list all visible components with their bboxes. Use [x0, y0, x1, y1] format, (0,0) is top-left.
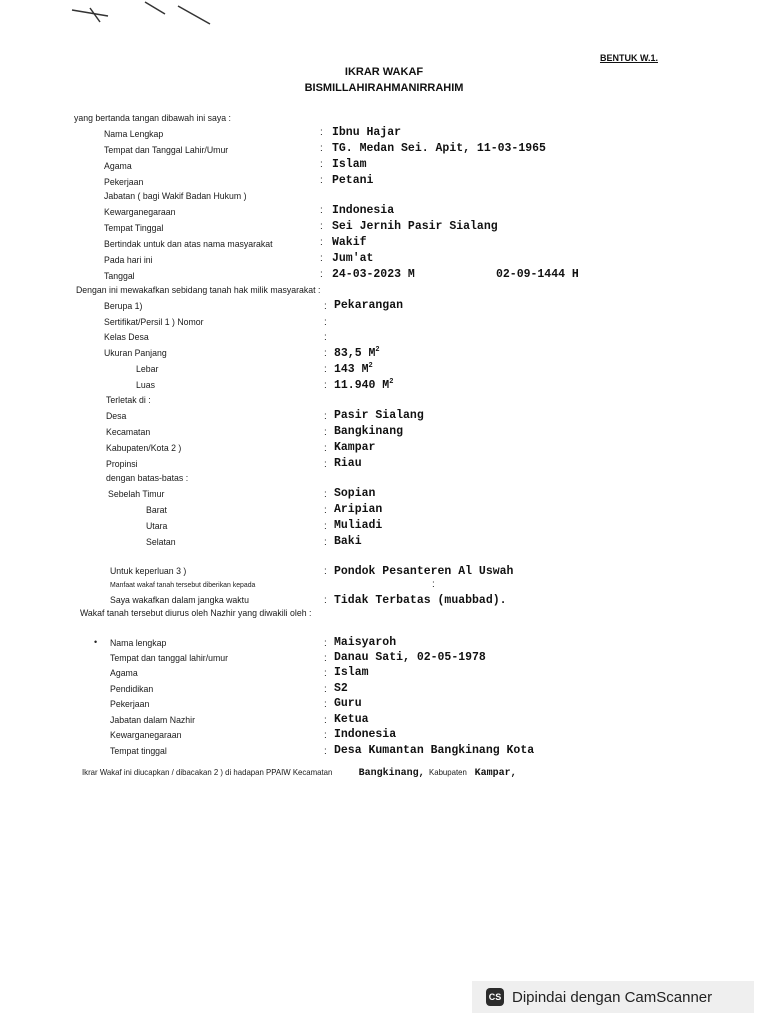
nazhir-ttl-label: Tempat dan tanggal lahir/umur — [110, 653, 229, 664]
colon: : — [324, 566, 327, 577]
nazhir-pendidikan-value: S2 — [334, 682, 348, 695]
colon: : — [320, 237, 323, 248]
colon: : — [324, 505, 327, 516]
colon: : — [324, 380, 327, 391]
batas-barat-label: Barat — [146, 505, 167, 516]
batas-utara-label: Utara — [146, 521, 168, 532]
intro-text: yang bertanda tangan dibawah ini saya : — [74, 113, 231, 124]
nazhir-jabatan-value: Ketua — [334, 713, 369, 726]
tanah-panjang-text: 83,5 M — [334, 346, 376, 360]
colon: : — [320, 269, 323, 280]
wakif-bertindak-value: Wakif — [332, 236, 367, 249]
colon: : — [432, 579, 435, 590]
nazhir-jabatan-label: Jabatan dalam Nazhir — [110, 715, 196, 726]
tanah-berupa-value: Pekarangan — [334, 299, 404, 312]
colon: : — [324, 684, 327, 695]
tanah-terletak-label: Terletak di : — [106, 395, 151, 406]
nazhir-kewarganegaraan-label: Kewarganegaraan — [110, 730, 182, 741]
tanah-kecamatan-label: Kecamatan — [106, 427, 151, 438]
tanah-propinsi-value: Riau — [334, 457, 362, 470]
document-title: IKRAR WAKAF — [344, 66, 424, 78]
wakif-ttl-label: Tempat dan Tanggal Lahir/Umur — [104, 145, 229, 156]
colon: : — [324, 653, 327, 664]
closing-text-a: Ikrar Wakaf ini diucapkan / dibacakan 2 ) di hadapan PPAIW Kecamatan — [82, 767, 333, 777]
batas-selatan-label: Selatan — [146, 537, 176, 548]
colon: : — [324, 746, 327, 757]
wakif-agama-label: Agama — [104, 161, 132, 172]
colon: : — [324, 668, 327, 679]
colon: : — [324, 715, 327, 726]
tanah-kabupaten-label: Kabupaten/Kota 2 ) — [106, 443, 182, 454]
nazhir-name-label: Nama lengkap — [110, 638, 167, 649]
closing-line — [82, 762, 517, 780]
colon: : — [320, 127, 323, 138]
closing-kecamatan: Bangkinang, — [358, 768, 425, 779]
colon: : — [324, 348, 327, 359]
nazhir-agama-value: Islam — [334, 666, 369, 679]
wakif-agama-value: Islam — [332, 158, 367, 171]
keperluan-manfaat-label: Manfaat wakaf tanah tersebut diberikan kepada — [110, 580, 256, 589]
colon: : — [320, 175, 323, 186]
batas-selatan-value: Baki — [334, 535, 362, 548]
nazhir-tinggal-value: Desa Kumantan Bangkinang Kota — [334, 744, 535, 757]
wakif-ttl-value: TG. Medan Sei. Apit, 11-03-1965 — [332, 142, 546, 155]
colon: : — [320, 143, 323, 154]
section3-text: Wakaf tanah tersebut diurus oleh Nazhir yang diwakili oleh : — [80, 608, 312, 619]
wakif-name-label: Nama Lengkap — [104, 129, 164, 140]
wakif-kewarganegaraan-value: Indonesia — [332, 204, 395, 217]
colon: : — [320, 253, 323, 264]
wakif-tanggal-label: Tanggal — [104, 271, 135, 282]
closing-kabupaten: Kampar, — [474, 768, 517, 779]
nazhir-tinggal-label: Tempat tinggal — [110, 746, 167, 757]
colon: : — [324, 537, 327, 548]
scribble-marks — [60, 0, 220, 30]
tanah-kelas-label: Kelas Desa — [104, 332, 149, 343]
batas-timur-label: Sebelah Timur — [108, 489, 165, 500]
colon: : — [324, 595, 327, 606]
document-subtitle: BISMILLAHIRAHMANIRRAHIM — [304, 82, 464, 94]
tanah-kecamatan-value: Bangkinang — [334, 425, 404, 438]
nazhir-pendidikan-label: Pendidikan — [110, 684, 154, 695]
wakif-bertindak-label: Bertindak untuk dan atas nama masyarakat — [104, 239, 273, 250]
wakif-pekerjaan-label: Pekerjaan — [104, 177, 144, 188]
wakif-pekerjaan-value: Petani — [332, 174, 374, 187]
tanah-lebar-value — [334, 362, 373, 376]
tanah-desa-value: Pasir Sialang — [334, 409, 424, 422]
camscanner-text: Dipindai dengan CamScanner — [512, 988, 713, 1006]
wakif-tanggal-hijri: 02-09-1444 H — [496, 268, 579, 281]
wakif-tanggal-value: 24-03-2023 M — [332, 268, 415, 281]
colon: : — [324, 459, 327, 470]
tanah-lebar-label: Lebar — [136, 364, 159, 375]
colon: : — [324, 332, 327, 343]
colon: : — [324, 638, 327, 649]
wakif-name-value: Ibnu Hajar — [332, 126, 402, 139]
nazhir-name-value: Maisyaroh — [334, 636, 397, 649]
wakif-tinggal-value: Sei Jernih Pasir Sialang — [332, 220, 498, 233]
bullet-icon: • — [94, 637, 98, 647]
tanah-batas-label: dengan batas-batas : — [106, 473, 189, 484]
nazhir-agama-label: Agama — [110, 668, 138, 679]
batas-utara-value: Muliadi — [334, 519, 383, 532]
wakif-tinggal-label: Tempat Tinggal — [104, 223, 164, 234]
tanah-panjang-value — [334, 346, 380, 360]
tanah-luas-label: Luas — [136, 380, 155, 391]
tanah-sertifikat-label: Sertifikat/Persil 1 ) Nomor — [104, 317, 204, 328]
colon: : — [324, 443, 327, 454]
wakif-hari-value: Jum'at — [332, 252, 374, 265]
wakif-hari-label: Pada hari ini — [104, 255, 153, 266]
colon: : — [324, 730, 327, 741]
tanah-propinsi-label: Propinsi — [106, 459, 138, 470]
nazhir-ttl-value: Danau Sati, 02-05-1978 — [334, 651, 486, 664]
colon: : — [324, 301, 327, 312]
tanah-panjang-label: Ukuran Panjang — [104, 348, 167, 359]
camscanner-watermark — [472, 981, 754, 1013]
batas-barat-value: Aripian — [334, 503, 383, 516]
keperluan-jangka-label: Saya wakafkan dalam jangka waktu — [110, 595, 249, 606]
unit-superscript: 2 — [375, 346, 380, 354]
colon: : — [320, 205, 323, 216]
unit-superscript: 2 — [368, 362, 373, 370]
keperluan-jangka-value: Tidak Terbatas (muabbad). — [334, 594, 507, 607]
colon: : — [324, 364, 327, 375]
nazhir-pekerjaan-value: Guru — [334, 697, 362, 710]
colon: : — [320, 159, 323, 170]
nazhir-kewarganegaraan-value: Indonesia — [334, 728, 397, 741]
section2-text: Dengan ini mewakafkan sebidang tanah hak milik masyarakat : — [76, 285, 321, 296]
tanah-kabupaten-value: Kampar — [334, 441, 376, 454]
tanah-lebar-text: 143 M — [334, 362, 369, 376]
colon: : — [324, 317, 327, 328]
tanah-luas-text: 11.940 M — [334, 378, 390, 392]
keperluan-untuk-label: Untuk keperluan 3 ) — [110, 566, 187, 577]
form-code: BENTUK W.1. — [599, 53, 658, 63]
colon: : — [324, 699, 327, 710]
tanah-desa-label: Desa — [106, 411, 127, 422]
wakif-kewarganegaraan-label: Kewarganegaraan — [104, 207, 176, 218]
tanah-luas-value — [334, 378, 393, 392]
wakif-jabatan-label: Jabatan ( bagi Wakif Badan Hukum ) — [104, 191, 247, 202]
colon: : — [320, 221, 323, 232]
closing-text-b: Kabupaten — [429, 767, 467, 777]
colon: : — [324, 427, 327, 438]
keperluan-untuk-value: Pondok Pesanteren Al Uswah — [334, 565, 514, 578]
colon: : — [324, 411, 327, 422]
unit-superscript: 2 — [389, 378, 394, 386]
batas-timur-value: Sopian — [334, 487, 376, 500]
tanah-berupa-label: Berupa 1) — [104, 301, 143, 312]
colon: : — [324, 489, 327, 500]
colon: : — [324, 521, 327, 532]
camscanner-logo: CS — [486, 988, 504, 1006]
nazhir-pekerjaan-label: Pekerjaan — [110, 699, 150, 710]
